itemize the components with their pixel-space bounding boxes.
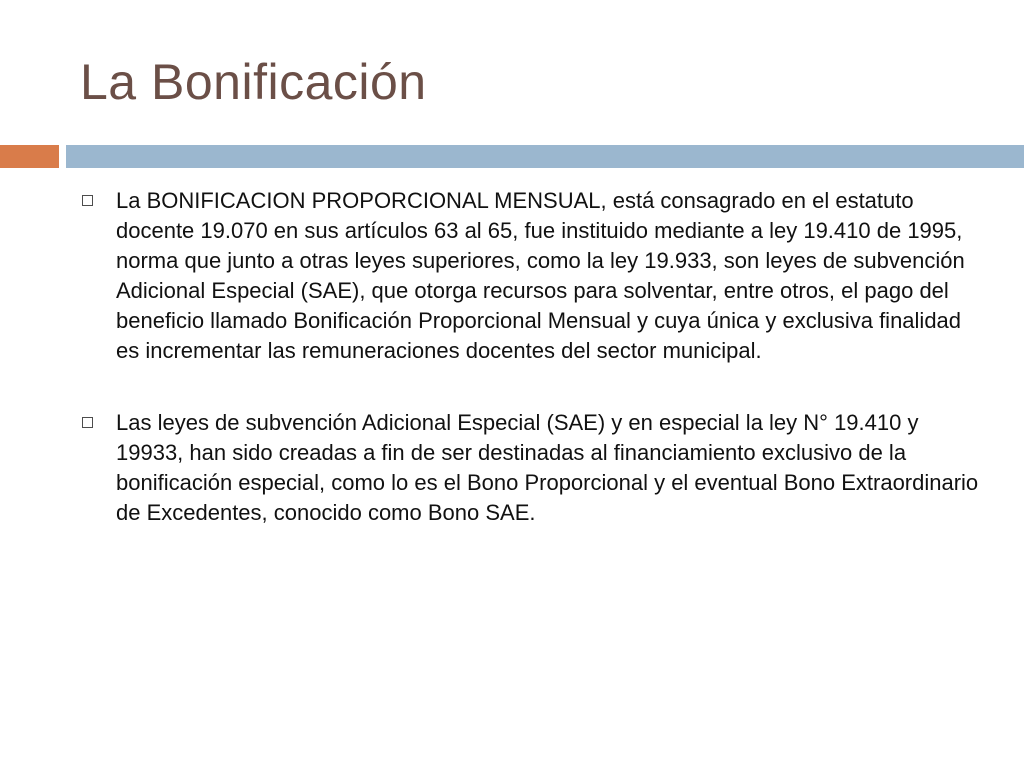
title-accent-bar <box>0 145 59 168</box>
square-bullet-icon <box>82 195 93 206</box>
square-bullet-icon <box>82 417 93 428</box>
slide-title: La Bonificación <box>80 54 427 110</box>
bullet-list <box>80 186 980 570</box>
bullet-text: Las leyes de subvención Adicional Especial (SAE) y en especial la ley N° 19.410 y 19933, han sido creadas a fin de ser destinadas al financiamiento exclusivo de la bonificación especial, como lo es el Bono Proporcional y el eventual Bono Extraordinario de Excedentes, conocido como Bono SAE. <box>116 410 979 525</box>
bullet-item <box>80 186 980 366</box>
bullet-item <box>80 408 980 528</box>
title-divider-bar <box>66 145 1024 168</box>
bullet-text: La BONIFICACION PROPORCIONAL MENSUAL, está consagrado en el estatuto docente 19.070 en sus artículos 63 al 65, fue instituido mediante a ley 19.410 de 1995, norma que junto a otras leyes superiores, como la ley 19.933, son leyes de subvención Adicional Especial (SAE), que otorga recursos para solventar, entre otros, el pago del beneficio llamado Bonificación Proporcional Mensual y cuya única y exclusiva finalidad es incrementar las remuneraciones docentes del sector municipal. <box>116 188 965 363</box>
